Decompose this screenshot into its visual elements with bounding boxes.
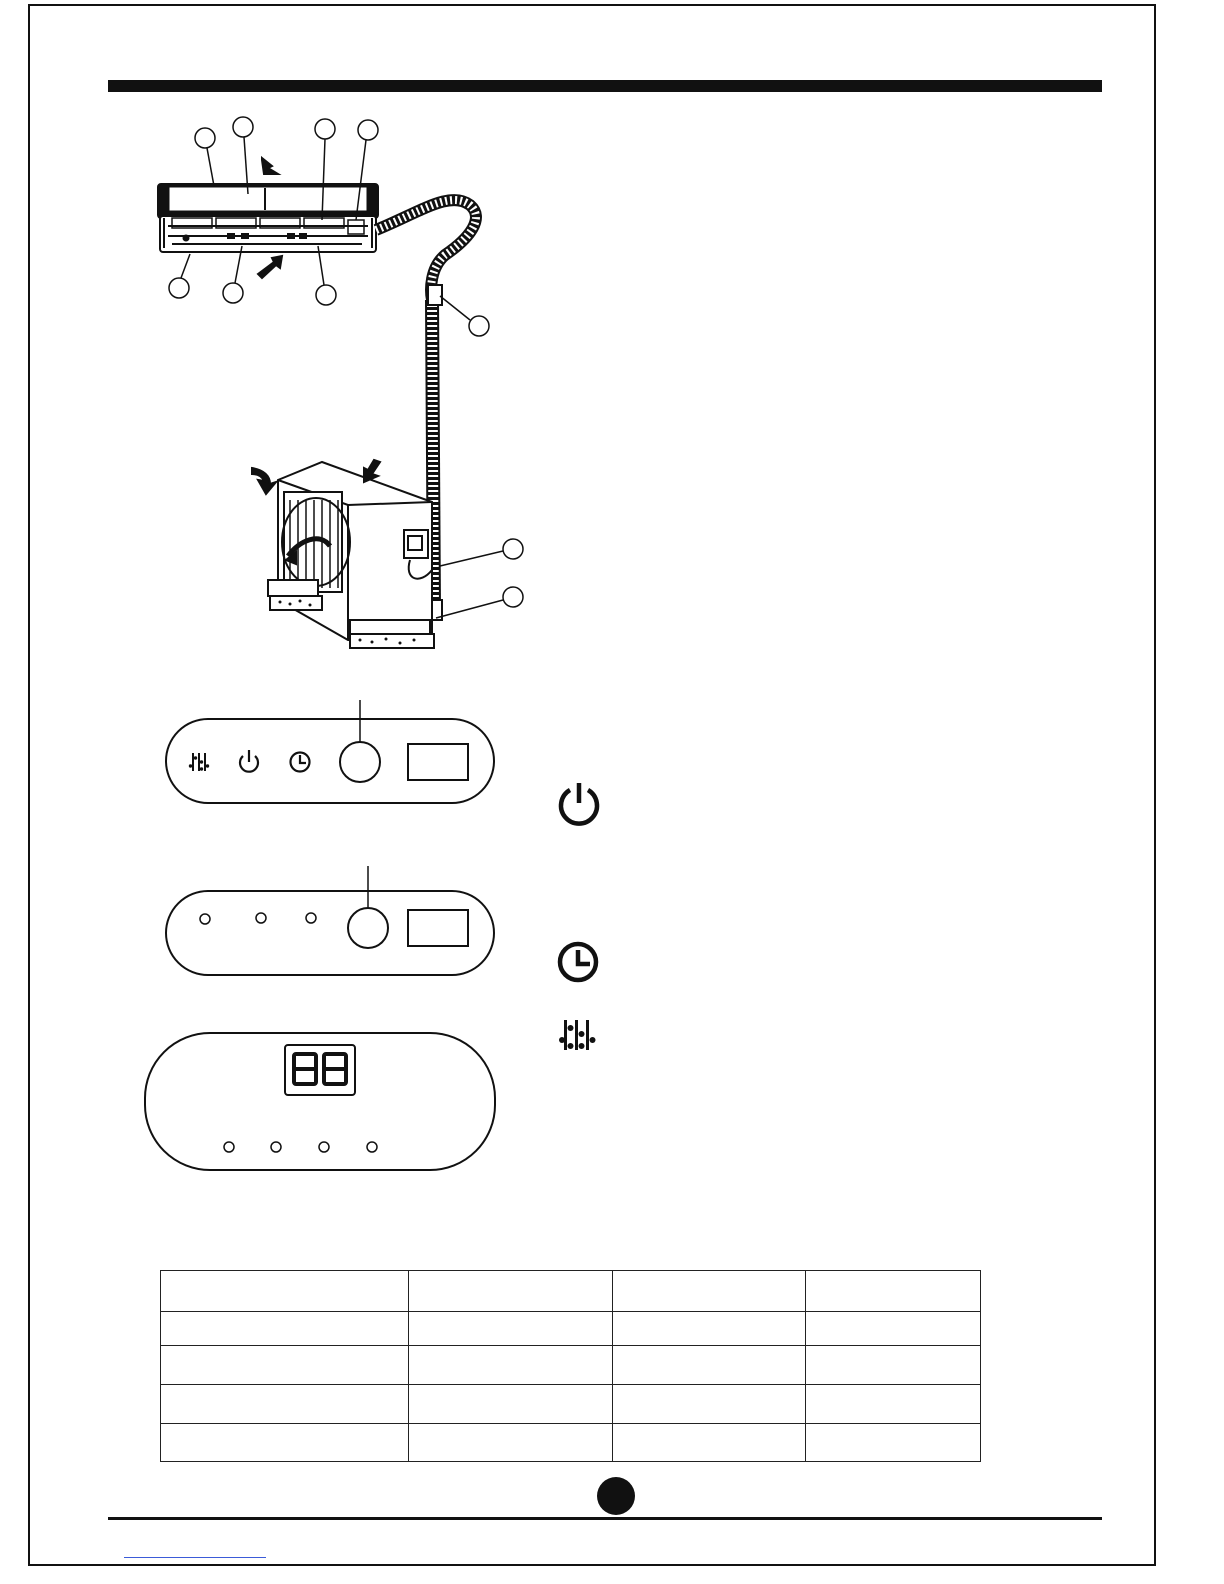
table-cell — [161, 1346, 409, 1385]
table-cell — [409, 1312, 613, 1346]
page-number-dot — [597, 1477, 635, 1515]
panel-with-indicators — [166, 866, 494, 975]
drain-icon — [189, 753, 209, 771]
table-row — [161, 1271, 981, 1312]
table-cell — [409, 1385, 613, 1424]
outdoor-unit — [268, 462, 434, 648]
table-cell — [806, 1424, 981, 1462]
table-cell — [613, 1385, 806, 1424]
table-cell — [409, 1346, 613, 1385]
table-row — [161, 1346, 981, 1385]
table-cell — [613, 1312, 806, 1346]
table-cell — [613, 1271, 806, 1312]
timer-icon — [291, 753, 310, 772]
table-cell — [613, 1346, 806, 1385]
panel-with-display — [145, 1033, 495, 1170]
table-cell — [161, 1312, 409, 1346]
table-row — [161, 1424, 981, 1462]
table-cell — [806, 1271, 981, 1312]
table-row — [161, 1312, 981, 1346]
table-cell — [613, 1424, 806, 1462]
indoor-unit — [158, 184, 378, 252]
footer-link-underline[interactable] — [124, 1557, 266, 1558]
table-cell — [409, 1424, 613, 1462]
spec-table — [160, 1270, 981, 1462]
table-row — [161, 1385, 981, 1424]
legend-timer-icon — [560, 944, 596, 980]
table-cell — [161, 1424, 409, 1462]
table-cell — [806, 1346, 981, 1385]
legend-power-icon — [561, 783, 597, 824]
table-cell — [806, 1312, 981, 1346]
table-cell — [161, 1271, 409, 1312]
panel-with-icons — [166, 700, 494, 803]
power-icon — [240, 750, 258, 772]
bottom-rule — [108, 1517, 1102, 1520]
table-cell — [806, 1385, 981, 1424]
legend-drain-icon — [559, 1020, 596, 1050]
table-cell — [161, 1385, 409, 1424]
table-cell — [409, 1271, 613, 1312]
